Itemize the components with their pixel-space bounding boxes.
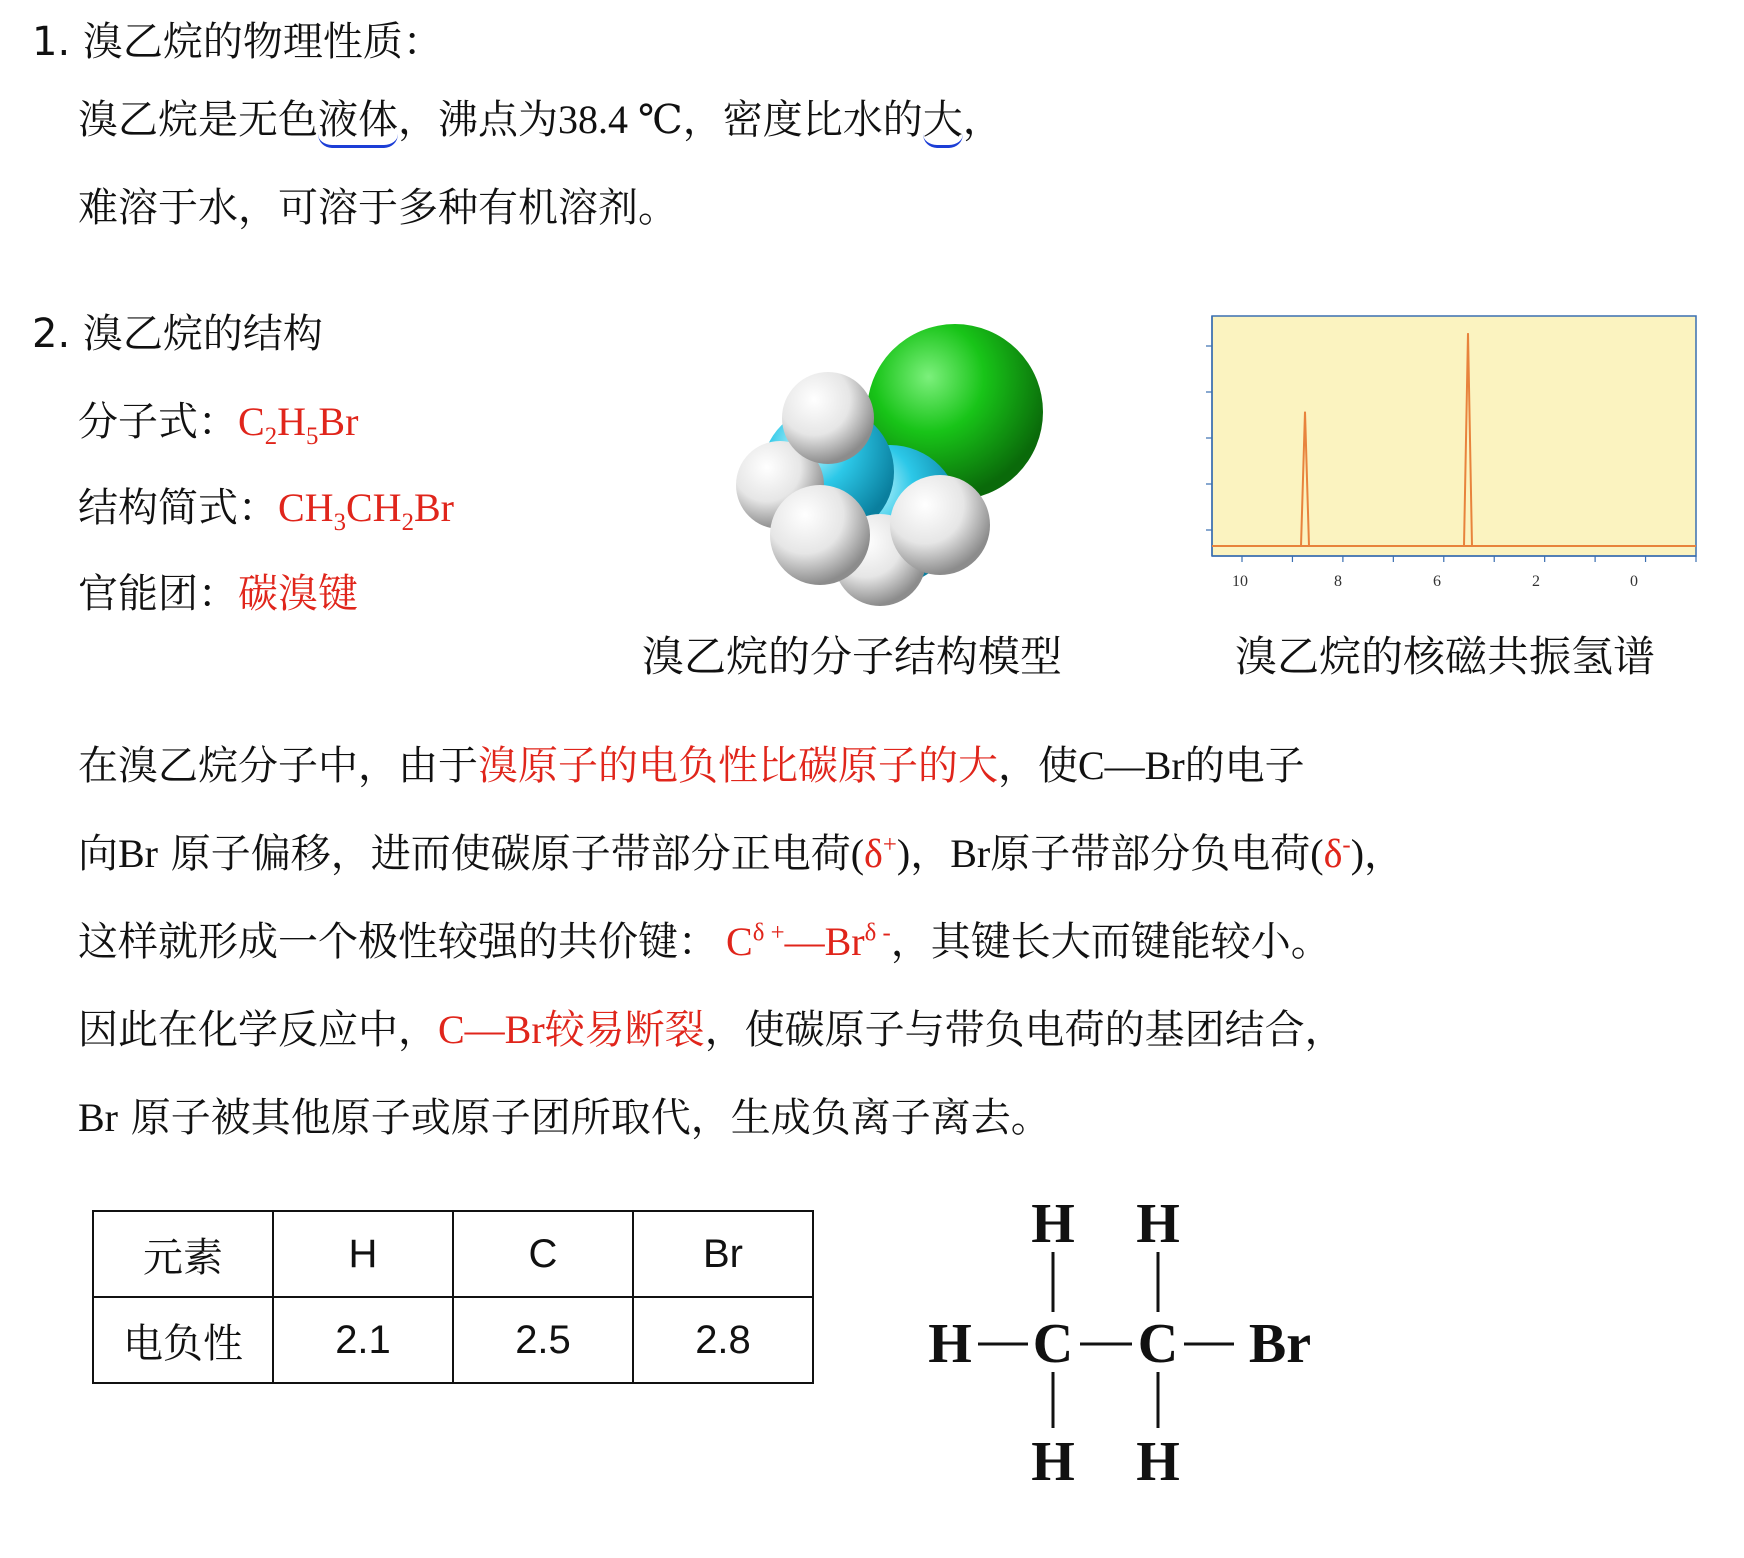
text-segment: ， [1364, 831, 1405, 877]
text-segment: 原子被其他原子或原子团所取代，生成负离子离去。 [118, 1095, 1051, 1141]
nmr-spectrum-chart [1200, 312, 1710, 602]
nmr-tick-label: 6 [1433, 573, 1441, 590]
positive-sign: + [882, 831, 897, 859]
text-segment: 这样就形成一个极性较强的共价键： [78, 919, 718, 965]
text-segment: 向 [78, 831, 118, 877]
br-symbol: Br [950, 831, 991, 876]
nmr-tick-label: 10 [1232, 573, 1248, 590]
text-segment: 因此在化学反应中， [78, 1007, 438, 1053]
nmr-caption: 溴乙烷的核磁共振氢谱 [1235, 632, 1656, 681]
molecular-formula-row [78, 398, 359, 450]
atom-c-1: C [1032, 1313, 1074, 1375]
text-segment: 溴乙烷是无色 [78, 97, 318, 143]
paren: ) [1350, 831, 1365, 876]
section1-line2: 难溶于水，可溶于多种有机溶剂。 [78, 185, 678, 231]
structural-formula-row [78, 484, 454, 536]
text-segment: 的电子 [1184, 743, 1305, 789]
highlight-electronegativity: 溴原子的电负性比碳原子的大 [478, 743, 998, 789]
table-row [93, 1297, 813, 1383]
delta-symbol: δ [864, 831, 883, 876]
table-header-cell: 元素 [93, 1211, 273, 1297]
nmr-plot-area [1212, 316, 1696, 556]
underlined-liquid: 液体 [318, 97, 398, 148]
text-segment: 原子偏移，进而使碳原子带部分正电荷 [158, 831, 851, 877]
text-segment: ，使 [998, 743, 1078, 789]
molecule-model-image [730, 310, 1070, 610]
nmr-tick-label: 8 [1334, 573, 1342, 590]
atom-h-top-left: H [1031, 1193, 1075, 1255]
underlined-greater: 大 [923, 97, 963, 148]
table-header-cell: Br [633, 1211, 813, 1297]
functional-group: 碳溴键 [238, 571, 358, 617]
table-row [93, 1211, 813, 1297]
paren: ( [1310, 831, 1324, 876]
text-segment: ，使碳原子与带负电荷的基团结合， [704, 1007, 1345, 1053]
section1-line1 [78, 96, 1003, 144]
bond-c-br-red: C—Br [438, 1007, 545, 1052]
section1-title: 1. 溴乙烷的物理性质： [32, 19, 443, 65]
br-symbol: Br [118, 831, 158, 876]
bond-breaks-easily: 较易断裂 [544, 1007, 705, 1053]
nmr-tick-label: 2 [1532, 573, 1540, 590]
paragraph-line-4 [78, 1006, 1345, 1054]
table-header-cell: C [453, 1211, 633, 1297]
table-cell: 电负性 [93, 1297, 273, 1383]
molecular-formula: $C_2H_5Br$ [238, 399, 359, 450]
atom-c-2: C [1137, 1313, 1179, 1375]
paren: ( [850, 831, 865, 876]
boiling-point: 38.4 ℃ [558, 97, 683, 142]
atom-h-top-right: H [1136, 1193, 1180, 1255]
paren: ) [896, 831, 911, 876]
paragraph-line-5 [78, 1094, 1051, 1142]
section2-title: 2. 溴乙烷的结构 [32, 311, 323, 357]
negative-sign: - [1342, 831, 1351, 859]
table-cell: 2.8 [633, 1297, 813, 1383]
nmr-tick-label: 0 [1630, 573, 1638, 590]
text-segment: ， [962, 97, 1003, 143]
text-segment: ，密度比水的 [682, 97, 923, 143]
struct-label: 结构简式： [78, 485, 278, 531]
formula-label: 分子式： [78, 399, 238, 445]
functional-group-row [78, 570, 358, 618]
paragraph-line-1 [78, 742, 1305, 790]
atom-h-left: H [928, 1313, 972, 1375]
paragraph-line-3 [78, 918, 1331, 966]
table-cell: 2.5 [453, 1297, 633, 1383]
structural-formula: $CH_3CH_2Br$ [278, 485, 454, 536]
table-cell: 2.1 [273, 1297, 453, 1383]
delta-minus: δ - [864, 919, 891, 947]
text-segment: ， [910, 831, 951, 877]
atom-h-bottom-right: H [1136, 1431, 1180, 1490]
model-caption: 溴乙烷的分子结构模型 [642, 632, 1063, 681]
paragraph-line-2 [78, 830, 1404, 878]
delta-plus: δ + [752, 919, 785, 947]
table-header-cell: H [273, 1211, 453, 1297]
structural-formula-diagram [920, 1190, 1340, 1490]
electronegativity-table [92, 1210, 814, 1384]
text-segment: ，其键长大而键能较小。 [890, 919, 1331, 965]
atom-br: Br [1248, 1313, 1312, 1375]
br-symbol: Br [78, 1095, 118, 1140]
group-label: 官能团： [78, 571, 238, 617]
bond-carbon: C [726, 919, 753, 964]
atom-h-bottom-left: H [1031, 1431, 1075, 1490]
bond-c-br: C—Br [1078, 743, 1185, 788]
text-segment: 原子带部分负电荷 [990, 831, 1311, 877]
delta-symbol: δ [1323, 831, 1343, 876]
bond-bromine: —Br [784, 919, 865, 964]
text-segment: ，沸点为 [398, 97, 558, 143]
text-segment: 在溴乙烷分子中，由于 [78, 743, 478, 789]
